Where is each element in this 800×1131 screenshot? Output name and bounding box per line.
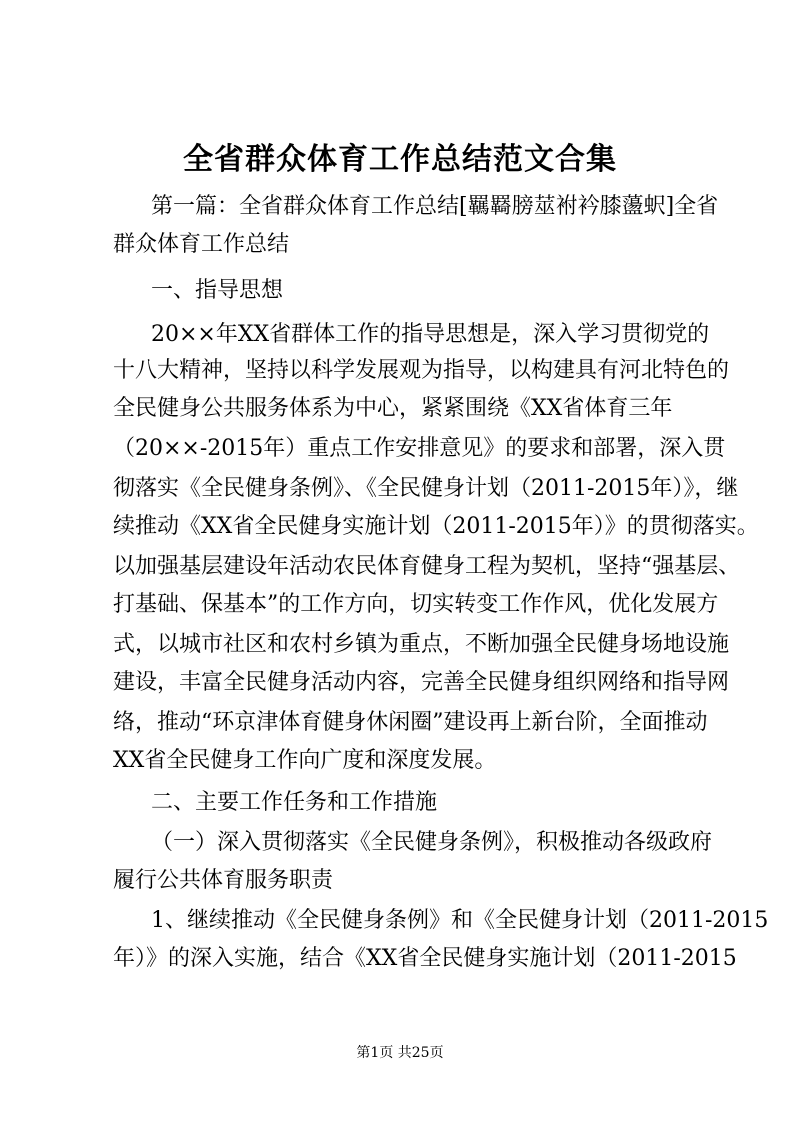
text-line: （20××-2015年）重点工作安排意见》的要求和部署，深入贯 xyxy=(113,436,726,461)
text-line: 续推动《XX省全民健身实施计划（2011-2015年）》的贯彻落实。 xyxy=(113,514,759,539)
text-line: 20××年XX省群体工作的指导思想是，深入学习贯彻党的 xyxy=(151,322,710,347)
text-line: 以加强基层建设年活动农民体育健身工程为契机，坚持“强基层、 xyxy=(113,554,741,579)
subsection-heading: （一）深入贯彻落实《全民健身条例》，积极推动各级政府 xyxy=(151,830,713,855)
text-line: 第一篇：全省群众体育工作总结[羈羇膀莁袝衿膝蘯蚇]全省 xyxy=(151,194,719,219)
text-line: 群众体育工作总结 xyxy=(113,232,290,257)
text-line: 建设，丰富全民健身活动内容，完善全民健身组织网络和指导网 xyxy=(113,670,730,695)
text-line: 打基础、保基本”的工作方向，切实转变工作作风，优化发展方 xyxy=(113,592,719,617)
text-line: 式，以城市社区和农村乡镇为重点，不断加强全民健身场地设施 xyxy=(113,632,730,657)
text-line: 履行公共体育服务职责 xyxy=(113,868,334,893)
text-line: 络，推动“环京津体育健身休闲圈”建设再上新台阶，全面推动 xyxy=(113,710,708,735)
section-heading: 二、主要工作任务和工作措施 xyxy=(151,790,438,815)
text-line: 彻落实《全民健身条例》、《全民健身计划（2011-2015年）》，继 xyxy=(113,476,739,501)
text-line: XX省全民健身工作向广度和深度发展。 xyxy=(113,748,497,773)
text-line: 全民健身公共服务体系为中心，紧紧围绕《XX省体育三年 xyxy=(113,396,673,421)
document-title: 全省群众体育工作总结范文合集 xyxy=(183,142,617,177)
section-heading: 一、指导思想 xyxy=(151,278,284,303)
text-line: 十八大精神，坚持以科学发展观为指导，以构建具有河北特色的 xyxy=(113,358,730,383)
page-number-footer: 第1页 共25页 xyxy=(356,1045,444,1061)
text-line: 1、继续推动《全民健身条例》和《全民健身计划（2011-2015 xyxy=(151,908,769,933)
text-line: 年）》的深入实施，结合《XX省全民健身实施计划（2011-2015 xyxy=(113,946,737,971)
